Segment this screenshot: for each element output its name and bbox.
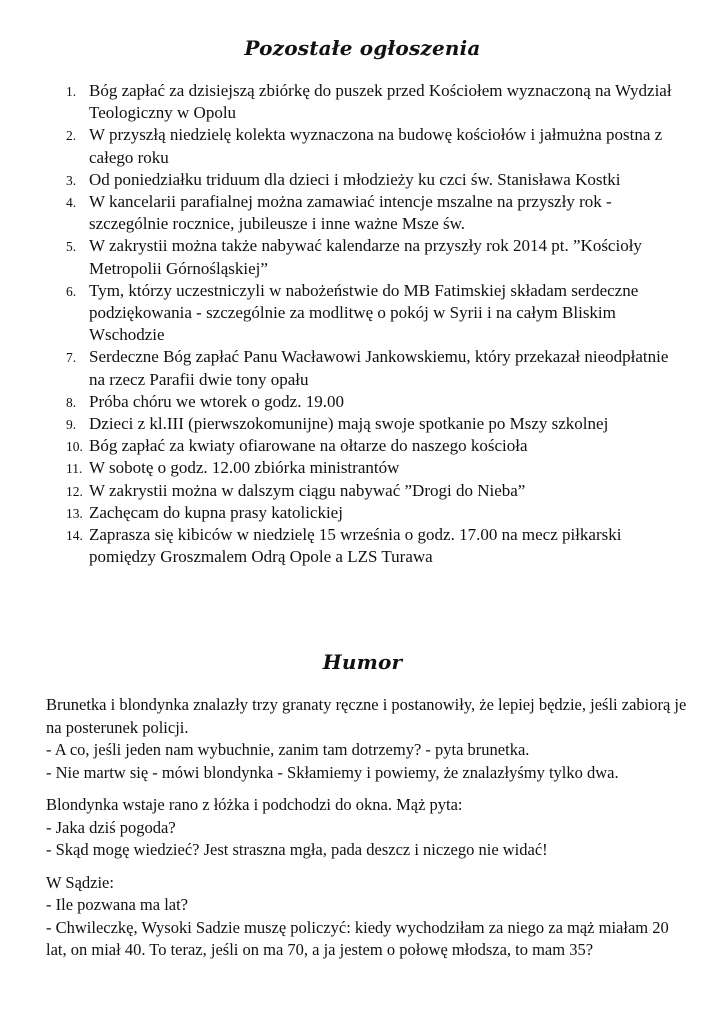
announcement-text: Bóg zapłać za kwiaty ofiarowane na ołtarze do naszego kościoła [89, 436, 528, 456]
announcement-number: 9. [66, 417, 77, 433]
announcement-item [0, 191, 725, 235]
announcement-number: 7. [66, 350, 77, 366]
announcement-text: Zaprasza się kibiców w niedzielę 15 września o godz. 17.00 na mecz piłkarski pomiędzy Groszmalem Odrą Opole a LZS Turawa [89, 525, 622, 567]
announcement-number: 11. [66, 461, 83, 477]
joke-line: - Jaka dziś pogoda? [46, 817, 176, 837]
announcement-text: Serdeczne Bóg zapłać Panu Wacławowi Jankowskiemu, który przekazał nieodpłatnie na rzecz Parafii dwie tony opału [89, 347, 669, 389]
announcement-number: 8. [66, 394, 77, 410]
announcement-text: Od poniedziałku triduum dla dzieci i młodzieży ku czci św. Stanisława Kostki [89, 169, 621, 189]
joke-line: - Chwileczkę, Wysoki Sadzie muszę policzyć: kiedy wychodziłam za niego za mąż miałam 20 lat, on miał 40. To teraz, jeśli on ma 70, a ja jestem o połowę młodsza, to mam 35? [46, 917, 669, 959]
joke-line: - Ile pozwana ma lat? [46, 895, 189, 914]
announcement-item [0, 280, 725, 347]
announcement-item [0, 346, 725, 390]
announcement-text: Tym, którzy uczestniczyli w nabożeństwie do MB Fatimskiej składam serdeczne podziękowania - szczególnie za modlitwę o pokój w Syrii i na całym Bliskim Wschodzie [89, 280, 639, 345]
joke-line: Brunetka i blondynka znalazły trzy granaty ręczne i postanowiły, że lepiej będzie, jeśli zabiorą je na posterunek policji. [46, 695, 687, 737]
joke-line: W Sądzie: [46, 872, 114, 892]
announcement-item [0, 235, 725, 279]
announcement-item [0, 124, 725, 168]
announcement-item [0, 435, 725, 457]
announcement-text: Dzieci z kl.III (pierwszokomunijne) mają swoje spotkanie po Mszy szkolnej [89, 414, 609, 434]
announcements-list [0, 80, 725, 568]
announcement-number: 2. [66, 128, 77, 144]
announcement-text: W zakrystii można także nabywać kalendarze na przyszły rok 2014 pt. ”Kościoły Metropolii Górnośląskiej” [89, 236, 642, 278]
joke-line: - Skąd mogę wiedzieć? Jest straszna mgła, pada deszcz i niczego nie widać! [46, 840, 548, 859]
announcement-number: 10. [66, 439, 83, 455]
announcement-number: 1. [66, 84, 77, 99]
announcement-number: 6. [66, 283, 77, 299]
joke-line: - A co, jeśli jeden nam wybuchnie, zanim tam dotrzemy? - pyta brunetka. [46, 740, 530, 759]
announcement-text: Próba chóru we wtorek o godz. 19.00 [89, 391, 344, 411]
joke-line: - Nie martw się - mówi blondynka - Skłamiemy i powiemy, że znalazłyśmy tylko dwa. [46, 762, 619, 782]
announcement-item [0, 169, 725, 191]
announcement-item [0, 391, 725, 413]
announcement-text: Zachęcam do kupna prasy katolickiej [89, 502, 343, 522]
announcement-text: W sobotę o godz. 12.00 zbiórka ministrantów [89, 458, 400, 478]
joke [46, 794, 691, 862]
humor-heading: Humor [322, 650, 403, 674]
announcement-text: W kancelarii parafialnej można zamawiać intencje mszalne na przyszły rok - szczególnie rocznice, jubileusze i inne ważne Msze św. [89, 192, 612, 234]
announcement-number: 3. [66, 172, 77, 188]
announcement-number: 12. [66, 483, 83, 499]
announcements-heading: Pozostałe ogłoszenia [244, 36, 481, 60]
joke-line: Blondynka wstaje rano z łóżka i podchodzi do okna. Mąż pyta: [46, 795, 463, 814]
announcement-item [0, 413, 725, 435]
humor-section [46, 694, 691, 972]
announcement-item [0, 457, 725, 479]
announcement-text: W przyszłą niedzielę kolekta wyznaczona na budowę kościołów i jałmużna postna z całego roku [89, 125, 663, 167]
announcement-item [0, 480, 725, 502]
announcement-number: 4. [66, 195, 77, 211]
announcement-text: W zakrystii można w dalszym ciągu nabywać ”Drogi do Nieba” [89, 480, 526, 500]
announcement-number: 14. [66, 528, 83, 544]
announcement-item [0, 524, 725, 568]
joke [46, 872, 691, 962]
announcement-item [0, 80, 725, 124]
joke [46, 694, 691, 784]
announcement-number: 13. [66, 505, 83, 521]
announcement-item [0, 502, 725, 524]
announcement-text: Bóg zapłać za dzisiejszą zbiórkę do puszek przed Kościołem wyznaczoną na Wydział Teologiczny w Opolu [89, 81, 672, 123]
announcement-number: 5. [66, 239, 77, 255]
